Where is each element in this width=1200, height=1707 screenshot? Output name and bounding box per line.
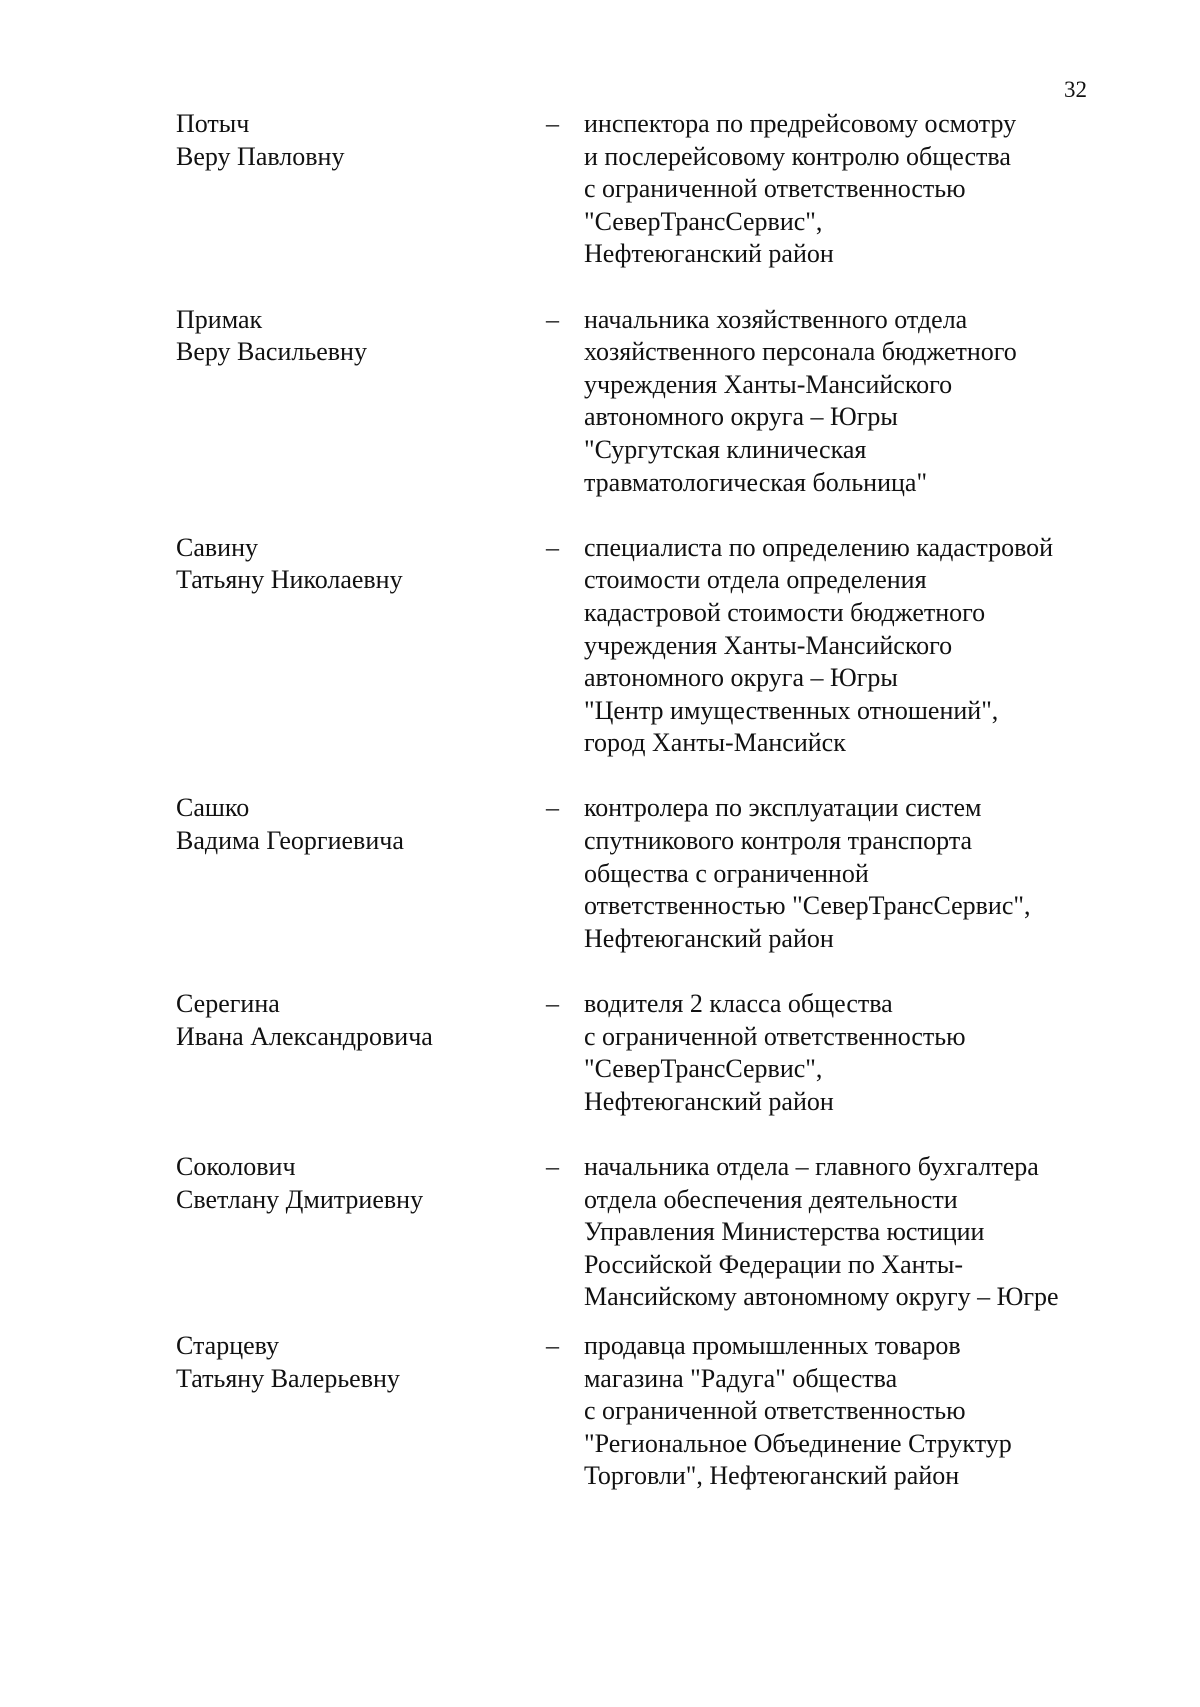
person-surname: Соколович bbox=[176, 1152, 296, 1181]
dash-separator: – bbox=[546, 1152, 559, 1181]
person-surname: Сашко bbox=[176, 793, 250, 823]
list-item bbox=[176, 792, 1136, 955]
dash-separator: – bbox=[546, 1330, 559, 1360]
person-position: специалиста по определению кадастровой стоимости отдела определения кадастровой стоимости бюджетного учреждения Ханты-Мансийского автономного округа – Югры "Центр имущественных отношений", город Ханты-Мансийск bbox=[584, 532, 1054, 758]
list-item bbox=[176, 108, 1136, 271]
dash-separator: – bbox=[546, 304, 559, 334]
person-position: водителя 2 класса общества с ограниченной ответственностью "СеверТрансСервис", Нефтеюганский район bbox=[584, 989, 966, 1116]
dash-separator: – bbox=[546, 109, 559, 138]
person-given-names: Татьяну Николаевну bbox=[176, 565, 403, 595]
person-surname: Старцеву bbox=[176, 1330, 280, 1360]
person-name bbox=[176, 304, 546, 500]
list-item bbox=[176, 1330, 1136, 1493]
person-position: контролера по эксплуатации систем спутникового контроля транспорта общества с ограниченной ответственностью "СеверТрансСервис", Нефтеюганский район bbox=[584, 793, 1031, 953]
person-given-names: Светлану Дмитриевну bbox=[176, 1184, 424, 1214]
dash-separator: – bbox=[546, 532, 559, 562]
person-name bbox=[176, 988, 546, 1118]
person-given-names: Татьяну Валерьевну bbox=[176, 1363, 400, 1393]
person-position: начальника хозяйственного отдела хозяйственного персонала бюджетного учреждения Ханты-Мансийского автономного округа – Югры "Сургутская клиническая травматологическая больница" bbox=[584, 304, 1017, 497]
person-name bbox=[176, 532, 546, 760]
dash-separator: – bbox=[546, 989, 559, 1019]
person-given-names: Ивана Александровича bbox=[176, 1021, 433, 1051]
person-surname: Савину bbox=[176, 532, 258, 562]
person-name bbox=[176, 108, 546, 271]
person-surname: Серегина bbox=[176, 989, 280, 1019]
person-position: продавца промышленных товаров магазина "Радуга" общества с ограниченной ответственностью "Региональное Объединение Структур Торговли", Нефтеюганский район bbox=[584, 1330, 1012, 1491]
list-item bbox=[176, 1151, 1136, 1314]
person-given-names: Веру Павловну bbox=[176, 141, 345, 171]
person-given-names: Вадима Георгиевича bbox=[176, 826, 404, 856]
person-name bbox=[176, 1151, 546, 1314]
person-name bbox=[176, 1330, 546, 1493]
page-number: 32 bbox=[1064, 77, 1087, 102]
person-surname: Примак bbox=[176, 304, 263, 334]
person-given-names: Веру Васильевну bbox=[176, 337, 367, 367]
person-position: начальника отдела – главного бухгалтера отдела обеспечения деятельности Управления Министерства юстиции Российской Федерации по Ханты- Мансийскому автономному округу – Югре bbox=[584, 1152, 1059, 1312]
person-name bbox=[176, 792, 546, 955]
list-item bbox=[176, 304, 1136, 500]
person-position: инспектора по предрейсовому осмотру и послерейсовому контролю общества с ограниченной ответственностью "СеверТрансСервис", Нефтеюганский район bbox=[584, 109, 1017, 269]
appointment-list bbox=[176, 108, 1136, 1526]
list-item bbox=[176, 988, 1136, 1118]
list-item bbox=[176, 532, 1136, 760]
dash-separator: – bbox=[546, 793, 559, 823]
person-surname: Потыч bbox=[176, 109, 250, 138]
